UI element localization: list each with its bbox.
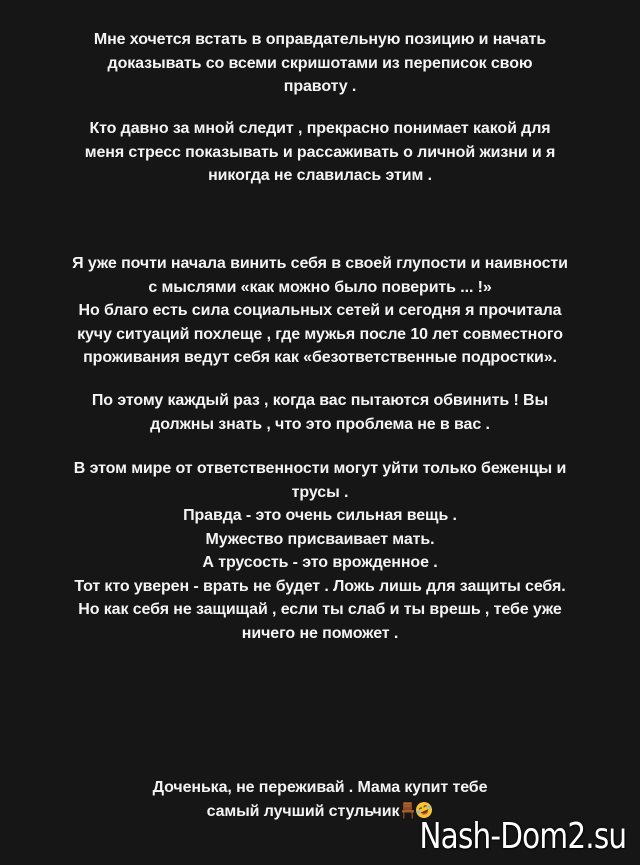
story-line: с мыслями «как можно было поверить ... !» (148, 278, 492, 296)
story-line: Но как себя не защищай , если ты слаб и ты врешь , тебе уже (78, 601, 562, 618)
story-line: никогда не славилась этим . (208, 167, 432, 184)
story-line: ничего не поможет . (241, 624, 399, 642)
story-paragraph-2 (20, 117, 620, 188)
story-line: меня стресс показывать и рассаживать о личной жизни и я (84, 143, 556, 161)
story-line: трусы . (291, 483, 349, 501)
story-paragraph-5 (20, 457, 620, 645)
story-line: Кто давно за мной следит , прекрасно понимает какой для (89, 120, 551, 137)
story-line: По этому каждый раз , когда вас пытаются обвинить ! Вы (91, 392, 549, 409)
story-line: Правда - это очень сильная вещь . (183, 507, 457, 524)
story-paragraph-4 (20, 389, 620, 436)
story-line: Но благо есть сила социальных сетей и сегодня я прочитала (78, 302, 562, 319)
story-paragraph-3 (20, 252, 620, 370)
story-line: Мужество присваивает мать. (205, 530, 435, 548)
story-line-text: самый лучший стульчик (206, 802, 400, 820)
story-line: Тот кто уверен - врать не будет . Ложь лишь для защиты себя. (74, 577, 566, 595)
story-line: А трусость - это врожденное . (202, 554, 438, 571)
story-line: В этом мире от ответственности могут уйти только беженцы и (73, 460, 567, 477)
story-paragraph-1 (20, 28, 620, 99)
story-line: Я уже почти начала винить себя в своей глупости и наивности (72, 255, 568, 272)
story-line: доказывать со всеми скришотами из переписок свою (107, 54, 533, 72)
story-line: проживания ведут себя как «безответственные подростки». (83, 349, 557, 366)
site-watermark: Nash-Dom2.su (419, 816, 626, 857)
story-line: правоту . (283, 78, 357, 95)
chair-icon (401, 801, 415, 819)
story-line: Доченька, не переживай . Мама купит тебе (152, 779, 488, 796)
story-line: Мне хочется встать в оправдательную позицию и начать (93, 31, 547, 48)
story-line: кучу ситуаций похлеще , где мужья после 10 лет совместного (77, 325, 563, 343)
story-line: должны знать , что это проблема не в вас . (150, 415, 490, 433)
